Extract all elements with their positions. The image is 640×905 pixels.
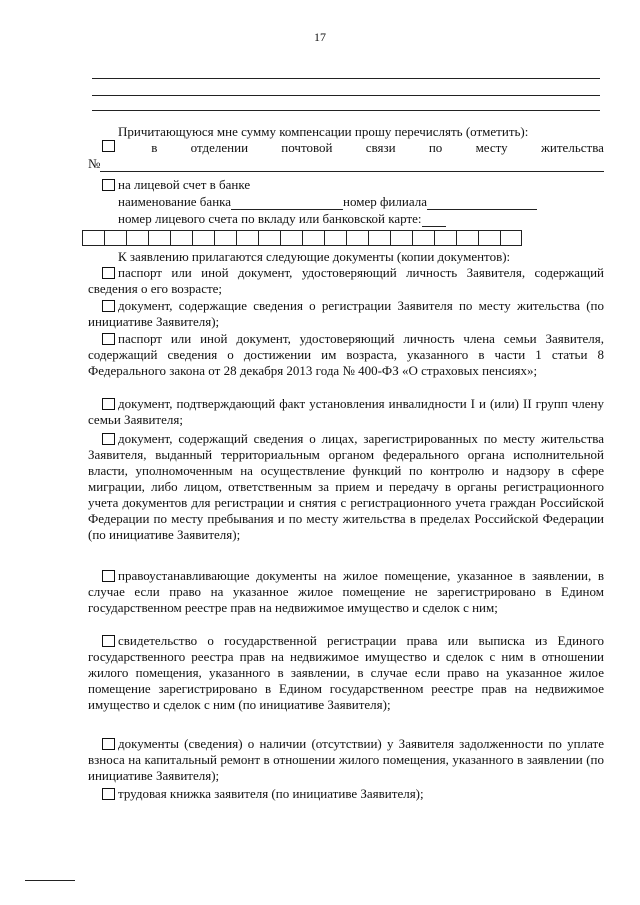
account-label: номер лицевого счета по вкладу или банковской карте: [118, 211, 422, 226]
account-digit-box[interactable] [434, 230, 456, 246]
postal-word: отделении [190, 140, 249, 155]
postal-word: в [151, 140, 158, 155]
document-text: документ, содержащий сведения о лицах, зарегистрированных по месту жительства Заявителя, выданный территориальным органом федерального органа исполнительной власти, уполномоченным на осуществление функций по контролю и надзору в сфере миграции, либо лицом, ответственным за прием и передачу в органы регистрационного учета документов для регистрации и снятия с регистрационного учета граждан Российской Федерации по месту пребывания и по месту жительства в пределах Российской Федерации (по инициативе Заявителя); [88, 431, 604, 542]
postal-word: почтовой [281, 140, 333, 155]
account-digit-box[interactable] [214, 230, 236, 246]
blank-line-1 [92, 78, 600, 79]
document-item [88, 431, 604, 543]
postal-checkbox[interactable] [102, 140, 115, 152]
account-digit-box[interactable] [390, 230, 412, 246]
account-digit-box[interactable] [236, 230, 258, 246]
bank-account-label: на лицевой счет в банке [118, 177, 251, 192]
document-checkbox[interactable] [102, 433, 115, 445]
footnote-divider [25, 880, 75, 881]
bank-name-label: наименование банка [118, 194, 232, 209]
document-checkbox[interactable] [102, 570, 115, 582]
account-digit-box[interactable] [104, 230, 126, 246]
document-item [88, 736, 604, 784]
blank-line-3 [92, 110, 600, 111]
document-text: документ, подтверждающий факт установления инвалидности I и (или) II групп члену семьи Заявителя; [88, 396, 604, 427]
account-digit-box[interactable] [456, 230, 478, 246]
document-text: трудовая книжка заявителя (по инициативе Заявителя); [118, 786, 424, 801]
account-digit-box[interactable] [82, 230, 104, 246]
account-digit-box[interactable] [412, 230, 434, 246]
documents-intro: К заявлению прилагаются следующие документы (копии документов): [118, 249, 511, 264]
account-digit-box[interactable] [192, 230, 214, 246]
account-digit-box[interactable] [324, 230, 346, 246]
document-item [88, 786, 604, 802]
branch-field[interactable] [427, 197, 537, 210]
document-checkbox[interactable] [102, 333, 115, 345]
bank-details-row [118, 194, 537, 210]
document-text: правоустанавливающие документы на жилое помещение, указанное в заявлении, в случае если право на указанное жилое помещение не зарегистрировано в Едином государственном реестре прав на недвижимое имущество и сделок с ним; [88, 568, 604, 615]
page-number: 17 [314, 30, 326, 44]
document-checkbox[interactable] [102, 267, 115, 279]
postal-number-line [100, 171, 604, 172]
postal-word: жительства [540, 140, 604, 155]
account-digit-box[interactable] [302, 230, 324, 246]
account-digit-box[interactable] [126, 230, 148, 246]
postal-word: по [428, 140, 443, 155]
account-label-line [422, 214, 446, 227]
document-item [88, 568, 604, 616]
blank-line-2 [92, 95, 600, 96]
bank-checkbox[interactable] [102, 179, 115, 191]
account-digit-box[interactable] [368, 230, 390, 246]
document-text: паспорт или иной документ, удостоверяющий личность Заявителя, содержащий сведения о его возрасте; [88, 265, 604, 296]
account-digit-box[interactable] [148, 230, 170, 246]
compensation-intro: Причитающуюся мне сумму компенсации прошу перечислять (отметить): [118, 124, 529, 139]
document-checkbox[interactable] [102, 788, 115, 800]
account-digit-box[interactable] [478, 230, 500, 246]
number-sign: № [88, 156, 101, 171]
document-checkbox[interactable] [102, 738, 115, 750]
document-item [88, 633, 604, 713]
document-text: паспорт или иной документ, удостоверяющий личность члена семьи Заявителя, содержащий сведения о достижении им возраста, указанного в части 1 статьи 8 Федерального закона от 28 декабря 2013 года № 400-ФЗ «О страховых пенсиях»; [88, 331, 604, 378]
document-item [88, 265, 604, 297]
document-text: свидетельство о государственной регистрации права или выписка из Единого государственного реестра прав на недвижимое имущество и сделок с ним в отношении жилого помещения, указанного в заявлении, в случае если право на указанное жилое помещение зарегистрировано в Едином государственном реестре прав на недвижимое имущество и сделок с ним (по инициативе Заявителя); [88, 633, 604, 712]
bank-name-field[interactable] [231, 197, 343, 210]
account-digit-box[interactable] [170, 230, 192, 246]
document-text: документы (сведения) о наличии (отсутствии) у Заявителя задолженности по уплате взноса на капитальный ремонт в отношении жилого помещения, указанного в заявлении (по инициативе Заявителя); [88, 736, 604, 783]
account-number-boxes[interactable] [82, 230, 522, 246]
document-item [88, 396, 604, 428]
postal-word: связи [365, 140, 396, 155]
postal-option[interactable] [102, 140, 604, 156]
account-digit-box[interactable] [258, 230, 280, 246]
account-digit-box[interactable] [280, 230, 302, 246]
document-text: документ, содержащие сведения о регистрации Заявителя по месту жительства (по инициативе Заявителя); [88, 298, 604, 329]
postal-word: месту [475, 140, 508, 155]
account-row [118, 211, 446, 227]
document-checkbox[interactable] [102, 300, 115, 312]
document-checkbox[interactable] [102, 398, 115, 410]
document-checkbox[interactable] [102, 635, 115, 647]
bank-option[interactable] [102, 177, 250, 193]
account-digit-box[interactable] [346, 230, 368, 246]
document-item [88, 298, 604, 330]
branch-label: номер филиала [343, 194, 427, 209]
account-digit-box[interactable] [500, 230, 522, 246]
document-item [88, 331, 604, 379]
